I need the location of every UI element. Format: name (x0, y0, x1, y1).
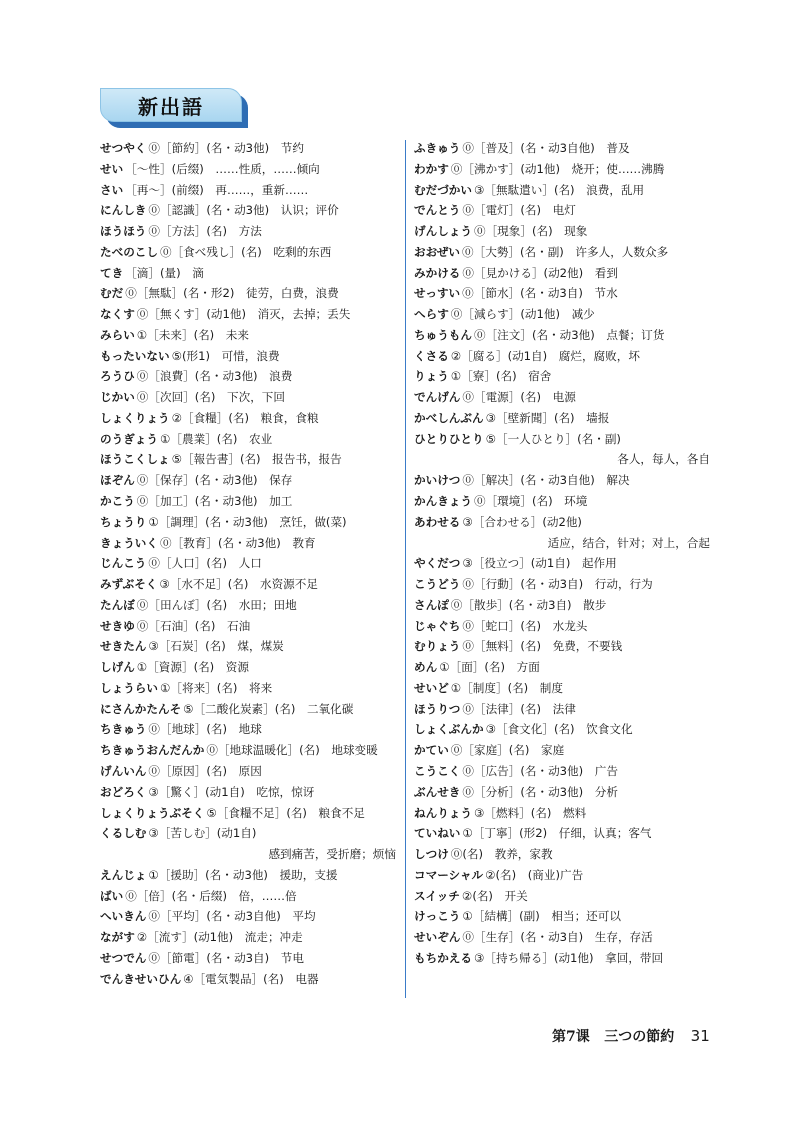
vocab-entry (414, 138, 710, 159)
vocab-detail: ①［未来］(名) 未来 (136, 327, 249, 342)
vocab-detail: ⓪［節約］(名・动3他) 节约 (148, 141, 304, 155)
vocab-detail: ③［合わせる］(动2他) (462, 514, 582, 529)
vocab-kana: わかす (414, 161, 449, 176)
vocab-detail: ⓪［次回］(名) 下次，下回 (136, 390, 285, 405)
vocab-detail: ⓪［方法］(名) 方法 (148, 224, 262, 239)
vocab-detail: ⓪［行動］(名・动3自) 行动，行为 (462, 577, 653, 592)
vocab-detail: ③［苦しむ］(动1自) (148, 826, 257, 841)
vocab-entry (414, 719, 710, 740)
vocab-detail: ⓪［電源］(名) 电源 (462, 390, 576, 405)
vocab-detail: ⓪［注文］(名・动3他) 点餐；订货 (473, 327, 665, 342)
vocab-detail: ④［電気製品］(名) 电器 (183, 971, 319, 986)
vocab-kana: さい (100, 182, 124, 197)
vocab-kana: コマーシャル (414, 867, 484, 882)
vocab-entry (100, 865, 396, 886)
vocab-detail: ③［石炭］(名) 煤，煤炭 (148, 639, 284, 654)
column-divider (405, 140, 406, 998)
vocab-kana: こうどう (414, 577, 461, 592)
vocab-entry (414, 657, 710, 678)
vocab-entry (100, 366, 396, 387)
vocab-detail: ⓪［加工］(名・动3他) 加工 (136, 494, 293, 509)
vocab-detail: ［再～］(前缀) 再……，重新…… (125, 182, 309, 197)
vocab-kana: りょう (414, 369, 449, 384)
vocab-entry (100, 387, 396, 408)
vocab-column-right (414, 138, 710, 969)
vocab-entry (100, 761, 396, 782)
vocab-kana: めん (414, 660, 438, 675)
vocab-detail: ①［制度］(名) 制度 (450, 680, 563, 695)
vocab-entry (414, 242, 710, 263)
vocab-entry (414, 221, 710, 242)
vocab-detail: ⓪［大勢］(名・副) 许多人，人数众多 (462, 244, 669, 259)
vocab-kana: げんしょう (414, 224, 472, 239)
vocab-detail: ⓪［広告］(名・动3他) 广告 (462, 763, 618, 778)
vocab-entry (100, 263, 396, 284)
vocab-detail: ③［水不足］(名) 水资源不足 (159, 577, 318, 592)
vocab-detail: ⓪［環境］(名) 环境 (473, 494, 588, 509)
vocab-kana: ねんりょう (414, 805, 472, 820)
vocab-kana: せきたん (100, 639, 147, 654)
vocab-kana: むだ (100, 286, 124, 301)
vocab-detail: ⓪［地球］(名) 地球 (148, 722, 262, 737)
vocab-entry (100, 740, 396, 761)
vocab-detail: ⑤［一人ひとり］(名・副) (485, 431, 621, 446)
vocab-detail: ③［壁新聞］(名) 墙报 (485, 410, 610, 425)
vocab-entry (100, 969, 396, 990)
vocab-detail: ⓪［現象］(名) 现象 (473, 224, 588, 239)
vocab-kana: かんきょう (414, 494, 472, 509)
vocab-kana: くるしむ (100, 826, 147, 841)
vocab-detail: ⓪［無くす］(动1他) 消灭，去掉；丢失 (136, 307, 351, 322)
vocab-detail: ⓪［保存］(名・动3他) 保存 (136, 473, 293, 488)
vocab-kana: くさる (414, 348, 449, 363)
vocab-entry-continuation (100, 844, 396, 865)
vocab-detail: ⓪［生存］(名・动3自) 生存，存活 (462, 930, 653, 945)
vocab-detail: ①［結構］(副) 相当；还可以 (462, 909, 621, 924)
vocab-kana: やくだつ (414, 556, 461, 571)
vocab-entry (414, 761, 710, 782)
vocab-detail: ①［資源］(名) 资源 (136, 660, 249, 675)
vocab-kana: むだづかい (414, 182, 472, 197)
vocab-kana: のうぎょう (100, 431, 158, 446)
vocab-detail: ⓪［見かける］(动2他) 看到 (462, 265, 618, 280)
page-title: 新出語 (100, 88, 242, 122)
vocab-kana: ちきゅうおんだんか (100, 743, 205, 758)
vocab-detail: ⓪［教育］(名・动3他) 教育 (159, 535, 316, 550)
vocab-kana: しげん (100, 660, 135, 675)
vocab-kana: みずぶそく (100, 577, 158, 592)
vocab-entry (100, 533, 396, 554)
vocab-detail: ⓪［家庭］(名) 家庭 (450, 743, 565, 758)
vocab-entry (414, 803, 710, 824)
vocab-entry (414, 782, 710, 803)
vocab-detail: ⓪［食べ残し］(名) 吃剩的东西 (159, 244, 332, 259)
vocab-kana: せつでん (100, 950, 147, 965)
vocab-detail: ［～性］(后缀) ……性质，……倾向 (125, 161, 320, 176)
vocab-entry (100, 449, 396, 470)
vocab-entry (414, 906, 710, 927)
vocab-detail: ⓪［倍］(名・后缀) 倍，……倍 (125, 888, 297, 903)
vocab-entry (100, 574, 396, 595)
vocab-kana: スイッチ (414, 888, 460, 903)
vocab-entry (100, 408, 396, 429)
vocab-kana: せきゆ (100, 618, 135, 633)
vocab-kana: にさんかたんそ (100, 701, 182, 716)
vocab-detail: ③［食文化］(名) 饮食文化 (485, 722, 633, 737)
vocab-kana: ふきゅう (414, 141, 461, 155)
vocab-kana: しょくぶんか (414, 722, 484, 737)
vocab-entry (414, 616, 710, 637)
vocab-detail: ⓪［田んぼ］(名) 水田；田地 (136, 597, 297, 612)
vocab-kana: ろうひ (100, 369, 135, 384)
vocab-kana: あわせる (414, 514, 461, 529)
vocab-entry (100, 429, 396, 450)
vocab-kana: ほうほう (100, 224, 147, 239)
vocab-kana: せいぞん (414, 930, 461, 945)
vocab-kana: かてい (414, 743, 449, 758)
vocab-entry (414, 159, 710, 180)
vocab-detail: ⓪［普及］(名・动3自他) 普及 (462, 141, 630, 155)
vocab-entry (414, 429, 710, 450)
vocab-detail: ①［援助］(名・动3他) 援助，支援 (148, 867, 338, 882)
vocab-detail: 适应，结合，针对；对上，合起 (547, 535, 710, 550)
vocab-kana: せいど (414, 680, 449, 695)
vocab-detail: ①［将来］(名) 将来 (159, 680, 273, 695)
vocab-entry (414, 886, 710, 907)
vocab-detail: ⑤［報告書］(名) 报告书，报告 (171, 452, 342, 467)
vocab-detail: ⓪［認識］(名・动3他) 认识；评价 (148, 203, 339, 218)
vocab-entry-continuation (414, 449, 710, 470)
vocab-detail: ②(名) (商业)广告 (485, 867, 584, 882)
vocab-detail: ①［丁寧］(形2) 仔细，认真；客气 (462, 826, 652, 841)
vocab-entry (414, 512, 710, 533)
vocab-entry (100, 242, 396, 263)
vocab-entry (414, 491, 710, 512)
vocab-detail: ⓪［蛇口］(名) 水龙头 (462, 618, 588, 633)
vocab-entry (100, 699, 396, 720)
vocab-entry (100, 636, 396, 657)
vocab-detail: ⓪［沸かす］(动1他) 烧开；使……沸腾 (450, 161, 665, 176)
vocab-entry (414, 263, 710, 284)
vocab-kana: もちかえる (414, 950, 472, 965)
vocab-entry (100, 803, 396, 824)
vocab-entry (100, 553, 396, 574)
vocab-kana: えんじょ (100, 867, 147, 882)
vocab-entry (100, 823, 396, 844)
vocab-detail: ⑤(形1) 可惜，浪费 (171, 348, 280, 363)
vocab-kana: ていねい (414, 826, 461, 841)
vocab-kana: ばい (100, 888, 124, 903)
vocab-kana: もったいない (100, 348, 170, 363)
vocab-entry (414, 927, 710, 948)
vocab-detail: ③［無駄遣い］(名) 浪费，乱用 (473, 182, 645, 197)
vocab-detail: ⓪［平均］(名・动3自他) 平均 (148, 909, 316, 924)
vocab-detail: ①［寮］(名) 宿舍 (450, 369, 552, 384)
vocab-detail: ⑤［食糧不足］(名) 粮食不足 (206, 805, 365, 820)
vocab-entry (414, 408, 710, 429)
vocab-entry (100, 491, 396, 512)
vocab-entry (414, 595, 710, 616)
vocab-detail: ①［農業］(名) 农业 (159, 431, 273, 446)
vocab-entry (414, 574, 710, 595)
vocab-entry (414, 470, 710, 491)
vocab-kana: ほうこくしょ (100, 452, 170, 467)
vocab-entry (414, 636, 710, 657)
vocab-detail: ⓪［無料］(名) 免费，不要钱 (462, 639, 623, 654)
vocab-kana: じゃぐち (414, 618, 461, 633)
vocab-detail: ⓪［無駄］(名・形2) 徒劳，白费，浪费 (125, 286, 339, 301)
vocab-kana: げんいん (100, 763, 147, 778)
vocab-detail: ⓪［電灯］(名) 电灯 (462, 203, 576, 218)
vocab-kana: せつやく (100, 141, 147, 155)
vocab-column-left (100, 138, 396, 989)
vocab-kana: こうこく (414, 763, 461, 778)
vocab-entry (100, 678, 396, 699)
vocab-entry-continuation (414, 533, 710, 554)
vocab-kana: ほうりつ (414, 701, 461, 716)
vocab-kana: せっすい (414, 286, 461, 301)
vocab-kana: かべしんぶん (414, 410, 484, 425)
vocab-entry (414, 740, 710, 761)
vocab-kana: でんきせいひん (100, 971, 182, 986)
vocab-kana: でんとう (414, 203, 461, 218)
vocab-entry (414, 200, 710, 221)
vocab-kana: へらす (414, 307, 449, 322)
vocab-entry (100, 927, 396, 948)
vocab-detail: ③［驚く］(动1自) 吃惊，惊讶 (148, 784, 315, 799)
vocab-detail: ③［役立つ］(动1自) 起作用 (462, 556, 617, 571)
vocab-detail: ②(名) 开关 (461, 888, 528, 903)
vocab-kana: しょくりょう (100, 410, 170, 425)
vocab-entry (414, 844, 710, 865)
vocab-entry (414, 346, 710, 367)
vocab-detail: ⓪［浪費］(名・动3他) 浪费 (136, 369, 293, 384)
vocab-entry (100, 719, 396, 740)
vocab-kana: ちきゅう (100, 722, 147, 737)
vocab-detail: ①［面］(名) 方面 (439, 660, 540, 675)
vocab-detail: ⓪［散歩］(名・动3自) 散步 (450, 597, 607, 612)
vocab-entry (414, 678, 710, 699)
vocab-kana: たべのこし (100, 244, 158, 259)
vocab-entry (100, 159, 396, 180)
vocab-detail: ⓪［法律］(名) 法律 (462, 701, 576, 716)
vocab-kana: むりょう (414, 639, 461, 654)
page-footer (552, 1026, 710, 1046)
page-number: 31 (690, 1027, 710, 1045)
vocab-detail: ①［調理］(名・动3他) 烹饪，做(菜) (148, 514, 347, 529)
vocab-kana: てき (100, 265, 124, 280)
vocab-detail: ⓪［節水］(名・动3自) 节水 (462, 286, 618, 301)
vocab-detail: ⓪［人口］(名) 人口 (148, 556, 262, 571)
vocab-entry (100, 948, 396, 969)
vocab-kana: ちゅうもん (414, 327, 472, 342)
vocab-detail: ⓪［石油］(名) 石油 (136, 618, 251, 633)
vocab-kana: じんこう (100, 556, 147, 571)
vocab-entry (414, 865, 710, 886)
vocab-kana: へいきん (100, 909, 147, 924)
vocab-detail: ⓪［減らす］(动1他) 减少 (450, 307, 595, 322)
vocab-detail: ⓪［節電］(名・动3自) 节电 (148, 950, 304, 965)
vocab-kana: じかい (100, 390, 135, 405)
vocab-entry (100, 221, 396, 242)
vocab-detail: ⓪［原因］(名) 原因 (148, 763, 262, 778)
vocab-detail: ⑤［二酸化炭素］(名) 二氧化碳 (183, 701, 354, 716)
vocab-kana: ぶんせき (414, 784, 461, 799)
vocab-entry (414, 387, 710, 408)
vocab-detail: ③［持ち帰る］(动1他) 拿回，带回 (473, 950, 664, 965)
vocab-kana: せい (100, 161, 124, 176)
vocab-entry (414, 325, 710, 346)
vocab-entry (100, 325, 396, 346)
vocab-detail: ⓪(名) 教养，家教 (450, 847, 553, 862)
vocab-entry (414, 283, 710, 304)
vocab-entry (100, 138, 396, 159)
vocab-entry (100, 616, 396, 637)
vocab-kana: かこう (100, 494, 135, 509)
footer-lesson-title: 三つの節約 (604, 1029, 675, 1045)
vocab-entry (100, 283, 396, 304)
vocab-kana: ちょうり (100, 514, 147, 529)
vocab-kana: しょくりょうぶそく (100, 805, 205, 820)
vocab-kana: でんげん (414, 390, 461, 405)
vocab-entry (100, 180, 396, 201)
vocab-detail: ⓪［地球温暖化］(名) 地球变暖 (206, 743, 378, 758)
vocab-entry (414, 304, 710, 325)
vocab-kana: さんぽ (414, 597, 449, 612)
vocab-kana: しょうらい (100, 680, 158, 695)
vocab-entry (414, 823, 710, 844)
vocab-kana: きょういく (100, 535, 158, 550)
vocab-kana: けっこう (414, 909, 461, 924)
vocab-kana: かいけつ (414, 473, 461, 488)
vocab-entry (414, 948, 710, 969)
vocab-detail: ③［燃料］(名) 燃料 (473, 805, 587, 820)
vocab-kana: みかける (414, 265, 461, 280)
vocab-entry (100, 346, 396, 367)
vocab-detail: 各人，每人，各自 (617, 452, 710, 467)
vocab-kana: みらい (100, 327, 135, 342)
vocab-entry (100, 657, 396, 678)
vocab-detail: ［滴］(量) 滴 (125, 265, 204, 280)
vocab-entry (100, 595, 396, 616)
vocab-entry (100, 200, 396, 221)
vocab-entry (414, 553, 710, 574)
vocab-entry (414, 699, 710, 720)
footer-lesson: 第7课 (552, 1029, 590, 1045)
vocab-detail: 感到痛苦，受折磨；烦恼 (268, 847, 396, 862)
vocab-detail: ⓪［分析］(名・动3他) 分析 (462, 784, 618, 799)
vocab-entry (100, 512, 396, 533)
vocab-entry (100, 782, 396, 803)
title-banner (100, 88, 248, 128)
vocab-entry (100, 886, 396, 907)
vocab-detail: ②［食糧］(名) 粮食，食粮 (171, 410, 319, 425)
vocab-kana: ほぞん (100, 473, 135, 488)
vocab-kana: おどろく (100, 784, 147, 799)
vocab-detail: ②［腐る］(动1自) 腐烂，腐败，坏 (450, 348, 640, 363)
vocab-entry (414, 366, 710, 387)
vocab-kana: ながす (100, 930, 135, 945)
vocab-kana: たんぼ (100, 597, 135, 612)
vocab-detail: ②［流す］(动1他) 流走；冲走 (136, 930, 303, 945)
vocab-kana: ひとりひとり (414, 431, 484, 446)
vocab-entry (100, 906, 396, 927)
vocab-kana: なくす (100, 307, 135, 322)
vocab-kana: しつけ (414, 847, 449, 862)
vocab-entry (100, 470, 396, 491)
vocab-detail: ⓪［解决］(名・动3自他) 解决 (462, 473, 630, 488)
vocab-entry (100, 304, 396, 325)
vocab-kana: にんしき (100, 203, 147, 218)
vocab-kana: おおぜい (414, 244, 461, 259)
vocab-entry (414, 180, 710, 201)
